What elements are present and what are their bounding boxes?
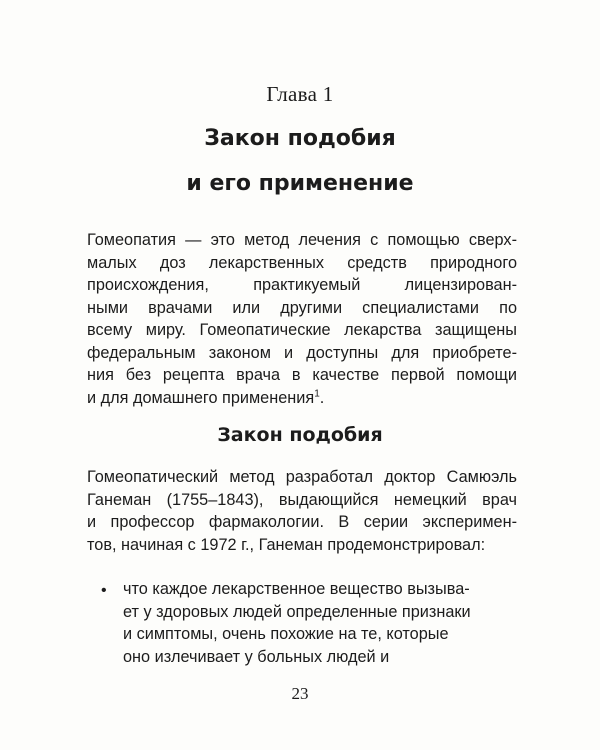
list-item-line: и симптомы, очень похожие на те, которые <box>123 625 449 643</box>
chapter-label: Глава 1 <box>266 82 334 106</box>
paragraph-line: тов, начиная с 1972 г., Ганеман продемонстрировал: <box>87 535 486 554</box>
paragraph-line: и профессор фармакологии. В серии эксперимен- <box>87 513 517 531</box>
list-item <box>87 578 517 668</box>
bullet-list <box>87 578 517 668</box>
method-paragraph <box>87 466 517 556</box>
paragraph-line-text: и для домашнего применения <box>87 388 315 407</box>
section-heading: Закон подобия <box>217 424 383 446</box>
chapter-title-line: и его применение <box>186 171 414 196</box>
list-item-line: оно излечивает у больных людей и <box>123 647 390 666</box>
paragraph-line: Ганеман (1755–1843), выдающийся немецкий врач <box>87 490 517 509</box>
paragraph-end-punct: . <box>319 388 325 407</box>
chapter-title <box>0 116 600 206</box>
paragraph-line: ными врачами или другими специалистами по <box>87 298 517 317</box>
paragraph-line: происхождения, практикуемый лицензирован- <box>87 276 517 294</box>
paragraph-last-line <box>87 387 517 410</box>
paragraph-line: Гомеопатический метод разработал доктор Самюэль <box>87 468 517 486</box>
intro-paragraph <box>87 229 517 409</box>
bullet-icon: • <box>101 582 107 599</box>
list-item-line: ет у здоровых людей определенные признаки <box>123 602 471 621</box>
paragraph-line: ния без рецепта врача в качестве первой помощи <box>87 366 517 384</box>
page-number: 23 <box>291 684 309 703</box>
chapter-title-line: Закон подобия <box>204 126 396 151</box>
footnote-marker[interactable]: 1 <box>314 388 320 400</box>
paragraph-line: федеральным законом и доступны для приобрете- <box>87 343 517 362</box>
paragraph-line: Гомеопатия — это метод лечения с помощью сверх- <box>87 231 517 249</box>
list-item-line: что каждое лекарственное вещество вызыва- <box>123 580 470 598</box>
paragraph-line: всему миру. Гомеопатические лекарства защищены <box>87 321 517 339</box>
paragraph-line: малых доз лекарственных средств природного <box>87 253 517 272</box>
